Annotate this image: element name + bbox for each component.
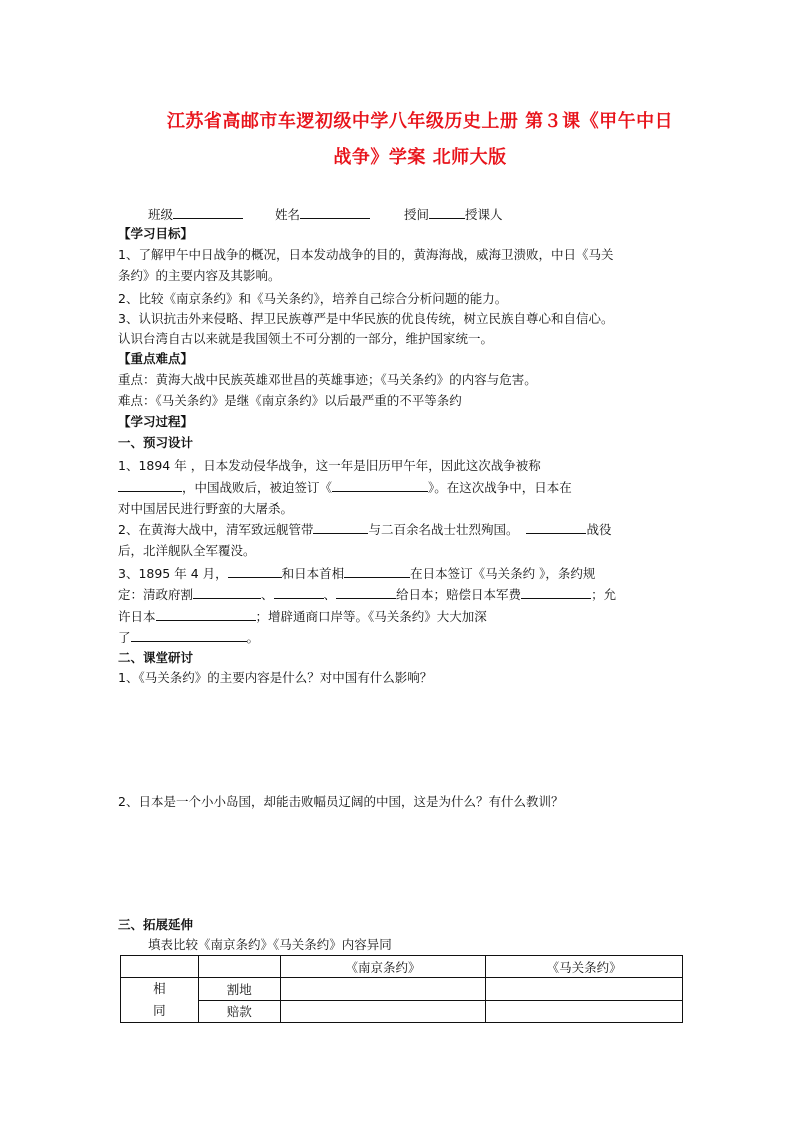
preview-q1-text-1: ，中国战败后，被迫签订《 (182, 480, 333, 495)
preview-q1-line-c: 对中国居民进行野蛮的大屠杀。 (118, 501, 294, 516)
time-label: 授间 (403, 207, 429, 222)
preview-q3-text-4: 定：清政府割 (118, 587, 194, 602)
difficulty-text: 难点：《马关条约》是继《南京条约》以后最严重的不平等条约 (118, 393, 462, 408)
impact-blank[interactable] (131, 628, 247, 642)
student-info-row (148, 205, 503, 224)
preview-q2-line-a (118, 520, 612, 539)
preview-heading: 一、预习设计 (118, 435, 194, 450)
table-cell-input[interactable] (486, 978, 683, 1001)
discussion-q2: 2、日本是一个小小岛国，却能击败幅员辽阔的中国，这是为什么？有什么教训？ (118, 794, 564, 809)
discussion-q1: 1、《马关条约》的主要内容是什么？对中国有什么影响？ (118, 670, 433, 685)
table-header-maguan: 《马关条约》 (486, 956, 683, 978)
preview-q2-text-3: 战役 (586, 522, 612, 537)
process-heading: 【学习过程】 (118, 414, 194, 429)
class-label: 班级 (148, 207, 174, 222)
table-row (121, 1000, 683, 1023)
discussion-heading: 二、课堂研讨 (118, 650, 194, 665)
ceded-land-blank-3[interactable] (336, 585, 396, 599)
extension-instruction: 填表比较《南京条约》《马关条约》内容异同 (148, 937, 392, 952)
key-points-heading: 【重点难点】 (118, 351, 194, 366)
group-label-char-2: 同 (153, 1003, 166, 1018)
preview-q2-text-2: 与二百余名战士壮烈殉国。 (368, 522, 519, 537)
preview-q2-line-b: 后，北洋舰队全军覆没。 (118, 543, 256, 558)
preview-q1-line-b (118, 478, 572, 497)
teacher-label: 授课人 (464, 207, 503, 222)
name-blank[interactable] (300, 205, 370, 219)
preview-q3-line-b (118, 585, 616, 604)
preview-q3-text-10: ；增辟通商口岸等。《马关条约》大大加深 (255, 609, 487, 624)
captain-name-blank[interactable] (313, 520, 368, 534)
treaty-name-blank[interactable] (332, 478, 428, 492)
table-row-label-indemnity: 赔款 (198, 1000, 280, 1023)
goal-item-3b: 认识台湾自古以来就是我国领土不可分割的一部分，维护国家统一。 (118, 331, 494, 346)
preview-q3-text-2: 和日本首相 (281, 566, 345, 581)
comparison-table (120, 955, 683, 1023)
preview-q3-text-5: 、 (261, 587, 274, 602)
preview-q3-line-d (118, 628, 259, 647)
preview-q1-line-a: 1、1894 年 ，日本发动侵华战争，这一年是旧历甲午年，因此这次战争被称 (118, 458, 541, 473)
japan-pm-blank[interactable] (344, 564, 410, 578)
preview-q3-line-a (118, 564, 595, 583)
document-title-line-2: 战争》学案 北师大版 (333, 147, 507, 168)
table-group-same (121, 978, 199, 1023)
factory-permission-blank[interactable] (156, 607, 256, 621)
table-cell-input[interactable] (280, 1000, 486, 1023)
indemnity-blank[interactable] (521, 585, 591, 599)
table-cell-input[interactable] (486, 1000, 683, 1023)
ceded-land-blank-1[interactable] (193, 585, 261, 599)
table-row-label-land: 割地 (198, 978, 280, 1001)
table-cell-empty (121, 956, 199, 978)
document-title-line-1: 江苏省高邮市车逻初级中学八年级历史上册 第３课《甲午中日 (166, 111, 674, 132)
group-label-char-1: 相 (153, 981, 166, 996)
preview-q1-text-2: 》。在这次战争中，日本在 (428, 480, 572, 495)
ceded-land-blank-2[interactable] (274, 585, 324, 599)
goal-item-1a: 1、了解甲午中日战争的概况，日本发动战争的目的，黄海海战，威海卫溃败，中日《马关 (118, 247, 614, 262)
class-blank[interactable] (173, 205, 243, 219)
preview-q3-text-3: 在日本签订《马关条约 》，条约规 (410, 566, 596, 581)
name-label: 姓名 (274, 207, 300, 222)
table-header-nanjing: 《南京条约》 (280, 956, 486, 978)
table-row (121, 978, 683, 1001)
preview-q3-text-11: 了 (118, 630, 131, 645)
qing-signer-blank[interactable] (228, 564, 282, 578)
battle-name-blank[interactable] (526, 520, 586, 534)
goal-item-3a: 3、认识抗击外来侵略、捍卫民族尊严是中华民族的优良传统，树立民族自尊心和自信心。 (118, 311, 614, 326)
goals-heading: 【学习目标】 (118, 226, 194, 241)
preview-q2-text-1: 2、在黄海大战中，清军致远舰管带 (118, 522, 314, 537)
table-cell-input[interactable] (280, 978, 486, 1001)
preview-q3-text-6: 、 (323, 587, 337, 602)
key-point-text: 重点：黄海大战中民族英雄邓世昌的英雄事迹；《马关条约》的内容与危害。 (118, 372, 537, 387)
war-name-blank[interactable] (118, 478, 182, 492)
table-header-row (121, 956, 683, 978)
preview-q3-text-12: 。 (246, 630, 260, 645)
preview-q3-text-8: ；允 (591, 587, 617, 602)
goal-item-1b: 条约》的主要内容及其影响。 (118, 268, 281, 283)
table-cell-empty (198, 956, 280, 978)
preview-q3-line-c (118, 607, 487, 626)
time-blank[interactable] (429, 205, 465, 219)
goal-item-2: 2、比较《南京条约》和《马关条约》，培养自己综合分析问题的能力。 (118, 291, 508, 306)
extension-heading: 三、拓展延伸 (118, 917, 194, 932)
preview-q3-text-9: 许日本 (118, 609, 156, 624)
preview-q3-text-7: 给日本；赔偿日本军费 (396, 587, 522, 602)
preview-q3-text-1: 3、1895 年 4 月， (118, 566, 228, 581)
